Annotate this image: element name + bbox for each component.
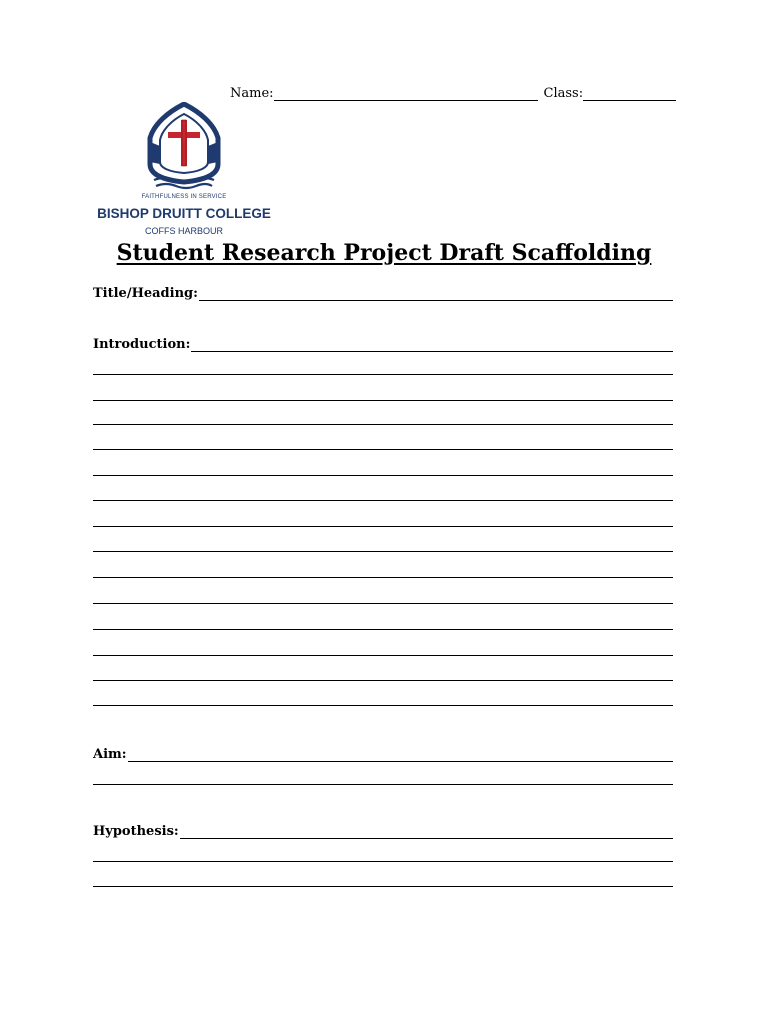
name-field[interactable] bbox=[274, 86, 538, 101]
introduction-line[interactable] bbox=[191, 339, 673, 352]
title-heading-label: Title/Heading: bbox=[93, 286, 198, 301]
introduction-rule[interactable] bbox=[93, 475, 673, 476]
introduction-field[interactable] bbox=[93, 334, 673, 352]
introduction-rule[interactable] bbox=[93, 500, 673, 501]
hypothesis-line[interactable] bbox=[180, 826, 673, 839]
aim-line[interactable] bbox=[128, 749, 673, 762]
hypothesis-rule[interactable] bbox=[93, 861, 673, 862]
introduction-rule[interactable] bbox=[93, 577, 673, 578]
introduction-rule[interactable] bbox=[93, 374, 673, 375]
aim-field[interactable] bbox=[93, 744, 673, 762]
hypothesis-rule[interactable] bbox=[93, 886, 673, 887]
introduction-rule[interactable] bbox=[93, 603, 673, 604]
class-label: Class: bbox=[543, 86, 584, 101]
introduction-rule[interactable] bbox=[93, 655, 673, 656]
introduction-rule[interactable] bbox=[93, 551, 673, 552]
introduction-rule[interactable] bbox=[93, 680, 673, 681]
aim-label: Aim: bbox=[93, 747, 127, 762]
introduction-rule[interactable] bbox=[93, 424, 673, 425]
introduction-rule[interactable] bbox=[93, 449, 673, 450]
aim-rule[interactable] bbox=[93, 784, 673, 785]
college-motto: FAITHFULNESS IN SERVICE bbox=[141, 194, 227, 200]
college-campus: COFFS HARBOUR bbox=[144, 226, 223, 236]
college-logo bbox=[92, 102, 276, 240]
introduction-label: Introduction: bbox=[93, 337, 191, 352]
college-name: BISHOP DRUITT COLLEGE bbox=[97, 206, 271, 221]
page-title: Student Research Project Draft Scaffolding bbox=[116, 240, 652, 266]
hypothesis-field[interactable] bbox=[93, 821, 673, 839]
introduction-rule[interactable] bbox=[93, 705, 673, 706]
name-label: Name: bbox=[230, 86, 274, 101]
name-class-row bbox=[230, 86, 676, 101]
introduction-rule[interactable] bbox=[93, 400, 673, 401]
class-field[interactable] bbox=[583, 86, 676, 101]
crest-icon bbox=[92, 102, 276, 194]
title-heading-line[interactable] bbox=[199, 288, 673, 301]
title-heading-field[interactable] bbox=[93, 283, 673, 301]
introduction-rule[interactable] bbox=[93, 526, 673, 527]
hypothesis-label: Hypothesis: bbox=[93, 824, 179, 839]
introduction-rule[interactable] bbox=[93, 629, 673, 630]
